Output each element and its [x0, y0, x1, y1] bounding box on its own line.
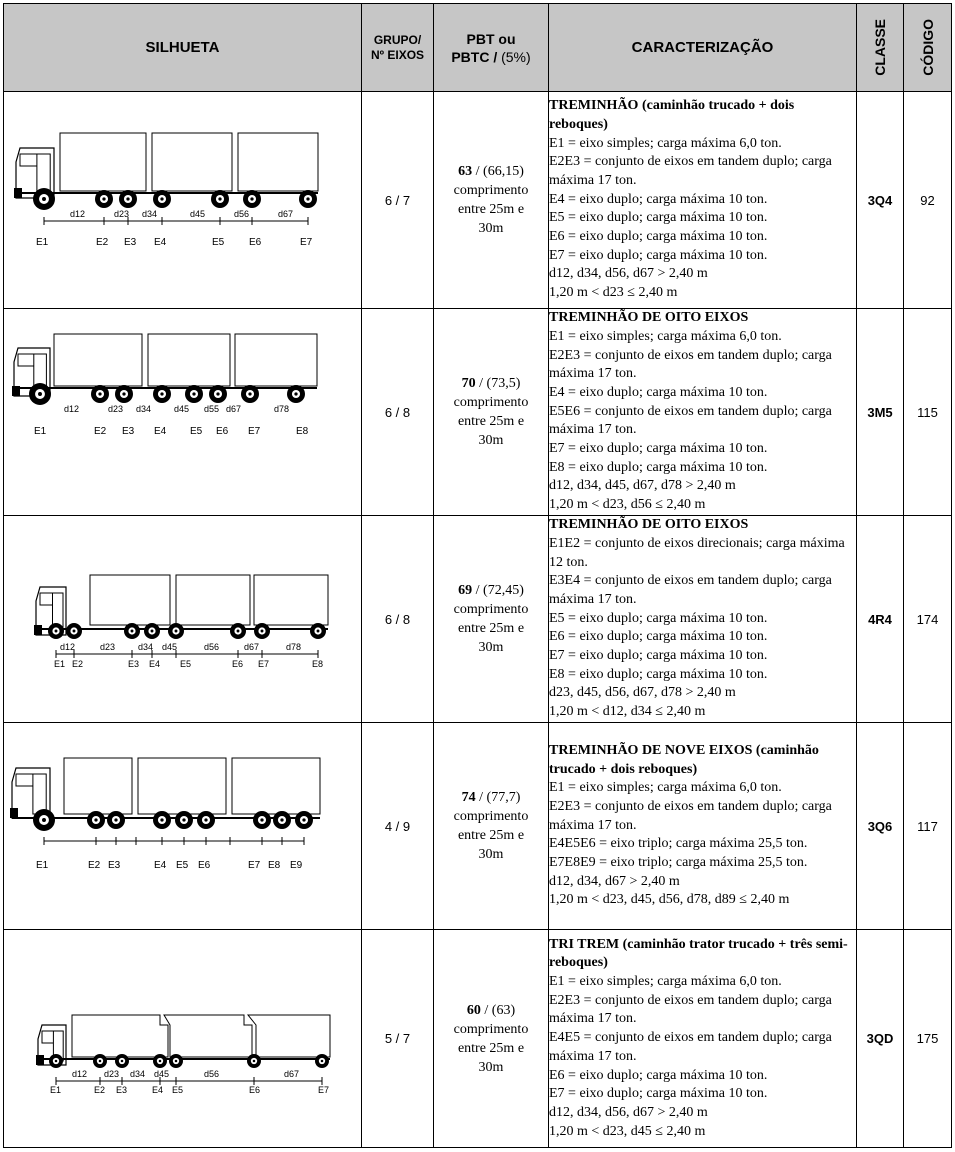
characteristic-line: E2E3 = conjunto de eixos em tandem duplo; carga máxima 17 ton. [549, 347, 832, 382]
axle-label: E1 [50, 1084, 62, 1095]
caracterizacao [549, 930, 857, 1148]
semi-trailer-body [164, 1015, 252, 1057]
axle-label: E5 [180, 658, 192, 669]
wheel-icon [87, 811, 105, 829]
classe-value: 3Q4 [857, 92, 904, 309]
characteristic-line: E1 = eixo simples; carga máxima 6,0 ton. [549, 135, 782, 151]
wheel-icon [153, 1054, 167, 1068]
characteristic-line: E7E8E9 = eixo triplo; carga máxima 25,5 ton. [549, 855, 808, 871]
wheel-icon [253, 811, 271, 829]
characteristic-line: 1,20 m < d12, d34 ≤ 2,40 m [549, 704, 706, 720]
axle-label: E6 [216, 425, 229, 437]
axle-label: E9 [290, 859, 303, 871]
wheel-icon [209, 385, 227, 403]
characteristic-line: d12, d34, d45, d67, d78 > 2,40 m [549, 478, 736, 494]
axle-label: E3 [116, 1084, 128, 1095]
axle-label: E5 [176, 859, 189, 871]
table-row [4, 309, 952, 516]
wheel-icon [287, 385, 305, 403]
wheel-icon [115, 1054, 129, 1068]
characteristic-line: d23, d45, d56, d67, d78 > 2,40 m [549, 685, 736, 701]
characteristic-line: E7 = eixo duplo; carga máxima 10 ton. [549, 441, 768, 457]
axle-label: E1 [36, 236, 49, 248]
characteristic-line: E3E4 = conjunto de eixos em tandem duplo; carga máxima 17 ton. [549, 573, 832, 607]
header-pbt: PBT ou PBTC / (5%) [434, 4, 549, 92]
wheel-icon [295, 811, 313, 829]
grupo-eixos: 6 / 8 [362, 309, 434, 516]
characteristic-line: E7 = eixo duplo; carga máxima 10 ton. [549, 1086, 768, 1102]
characteristic-line: 1,20 m < d23, d45, d56, d78, d89 ≤ 2,40 m [549, 892, 790, 908]
grupo-eixos: 6 / 7 [362, 92, 434, 309]
distance-label: d67 [244, 641, 260, 652]
table-row [4, 723, 952, 930]
axle-label: E5 [172, 1084, 184, 1095]
axle-label: E2 [72, 658, 84, 669]
caracterizacao [549, 92, 857, 309]
axle-label: E6 [249, 236, 262, 248]
distance-label: d12 [72, 1068, 88, 1079]
vehicle-classification-table [3, 3, 952, 1148]
characteristic-line: E2E3 = conjunto de eixos em tandem duplo; carga máxima 17 ton. [549, 992, 832, 1027]
pbt-value: 74 / (77,7) comprimento entre 25m e 30m [434, 723, 549, 930]
classe-value: 3Q6 [857, 723, 904, 930]
wheel-icon [48, 623, 64, 639]
distance-label: d34 [142, 208, 158, 219]
wheel-icon [91, 385, 109, 403]
table-row [4, 516, 952, 723]
characteristic-line: E6 = eixo duplo; carga máxima 10 ton. [549, 629, 768, 645]
characteristic-line: E1 = eixo simples; carga máxima 6,0 ton. [549, 780, 782, 796]
distance-label: d67 [278, 208, 294, 219]
axle-label: E4 [149, 658, 161, 669]
characteristic-line: 1,20 m < d23 ≤ 2,40 m [549, 285, 678, 301]
axle-label: E7 [248, 425, 261, 437]
characteristic-line: d12, d34, d56, d67 > 2,40 m [549, 266, 708, 282]
characteristic-line: E4E5 = conjunto de eixos em tandem duplo; carga máxima 17 ton. [549, 1030, 832, 1064]
axle-label: E7 [248, 859, 261, 871]
distance-label: d23 [114, 208, 130, 219]
axle-label: E3 [108, 859, 121, 871]
axle-label: E7 [300, 236, 313, 248]
wheel-icon [49, 1054, 63, 1068]
axle-label: E3 [128, 658, 140, 669]
axle-label: E6 [232, 658, 244, 669]
wheel-icon [115, 385, 133, 403]
axle-label: E1 [34, 425, 47, 437]
distance-label: d12 [64, 403, 80, 414]
axle-label: E3 [124, 236, 137, 248]
wheel-icon [95, 190, 113, 208]
wheel-icon [299, 190, 317, 208]
trailer-body [90, 575, 170, 625]
grupo-eixos: 4 / 9 [362, 723, 434, 930]
wheel-icon [230, 623, 246, 639]
distance-label: d45 [162, 641, 178, 652]
characteristic-line: E5 = eixo duplo; carga máxima 10 ton. [549, 610, 768, 626]
vehicle-silhouette [4, 930, 362, 1148]
axle-label: E4 [152, 1084, 164, 1095]
characteristic-line: E8 = eixo duplo; carga máxima 10 ton. [549, 666, 768, 682]
distance-label: d56 [204, 1068, 220, 1079]
characteristic-line: E7 = eixo duplo; carga máxima 10 ton. [549, 648, 768, 664]
distance-label: d67 [284, 1068, 300, 1079]
wheel-icon [169, 1054, 183, 1068]
trailer-body [176, 575, 250, 625]
axle-label: E5 [212, 236, 225, 248]
codigo-value: 174 [904, 516, 952, 723]
wheel-icon [254, 623, 270, 639]
axle-label: E2 [94, 1084, 106, 1095]
characteristic-line: E2E3 = conjunto de eixos em tandem duplo; carga máxima 17 ton. [549, 798, 832, 833]
characteristic-line: d12, d34, d67 > 2,40 m [549, 873, 680, 889]
distance-label: d45 [174, 403, 190, 414]
header-classe: CLASSE [857, 4, 904, 92]
axle-label: E3 [122, 425, 135, 437]
axle-label: E7 [258, 658, 270, 669]
grupo-eixos: 5 / 7 [362, 930, 434, 1148]
axle-label: E1 [54, 658, 66, 669]
axle-label: E7 [318, 1084, 330, 1095]
header-caracterizacao: CARACTERIZAÇÃO [549, 4, 857, 92]
distance-label: d12 [70, 208, 86, 219]
trailer-body [60, 133, 146, 191]
caracterizacao [549, 309, 857, 516]
trailer-body [54, 334, 142, 386]
classe-value: 3M5 [857, 309, 904, 516]
trailer-body [138, 758, 226, 814]
trailer-body [152, 133, 232, 191]
distance-label: d23 [100, 641, 116, 652]
characteristic-line: E4E5E6 = eixo triplo; carga máxima 25,5 ton. [549, 836, 808, 852]
vehicle-type-title: TREMINHÃO DE OITO EIXOS [549, 310, 749, 326]
distance-label: d23 [104, 1068, 120, 1079]
characteristic-line: E6 = eixo duplo; carga máxima 10 ton. [549, 1067, 768, 1083]
wheel-icon [124, 623, 140, 639]
codigo-value: 115 [904, 309, 952, 516]
wheel-icon [153, 385, 171, 403]
axle-label: E6 [249, 1084, 261, 1095]
distance-label: d56 [234, 208, 250, 219]
characteristic-line: E7 = eixo duplo; carga máxima 10 ton. [549, 247, 768, 263]
grupo-eixos: 6 / 8 [362, 516, 434, 723]
semi-trailer-body [72, 1015, 168, 1057]
distance-label: d78 [286, 641, 302, 652]
wheel-icon [211, 190, 229, 208]
axle-label: E4 [154, 859, 167, 871]
characteristic-line: 1,20 m < d23, d56 ≤ 2,40 m [549, 497, 706, 513]
axle-label: E4 [154, 236, 167, 248]
characteristic-line: E1E2 = conjunto de eixos direcionais; carga máxima 12 ton. [549, 535, 845, 570]
wheel-icon [175, 811, 193, 829]
trailer-body [235, 334, 317, 386]
axle-label: E5 [190, 425, 203, 437]
header-silhueta: SILHUETA [4, 4, 362, 92]
wheel-icon [107, 811, 125, 829]
vehicle-type-title: TREMINHÃO DE OITO EIXOS [549, 517, 749, 533]
characteristic-line: E6 = eixo duplo; carga máxima 10 ton. [549, 229, 768, 245]
distance-label: d23 [108, 403, 124, 414]
characteristic-line: E4 = eixo duplo; carga máxima 10 ton. [549, 191, 768, 207]
wheel-icon [243, 190, 261, 208]
axle-label: E1 [36, 859, 49, 871]
characteristic-line: E5 = eixo duplo; carga máxima 10 ton. [549, 210, 768, 226]
pbt-value: 69 / (72,45) comprimento entre 25m e 30m [434, 516, 549, 723]
characteristic-line: 1,20 m < d23, d45 ≤ 2,40 m [549, 1123, 706, 1139]
characteristic-line: E5E6 = conjunto de eixos em tandem duplo; carga máxima 17 ton. [549, 403, 832, 438]
vehicle-type-title: TRI TREM (caminhão trator trucado + três semi-reboques) [549, 936, 848, 971]
vehicle-silhouette [4, 516, 362, 723]
wheel-icon [66, 623, 82, 639]
trailer-body [64, 758, 132, 814]
wheel-icon [144, 623, 160, 639]
wheel-icon [247, 1054, 261, 1068]
wheel-icon [168, 623, 184, 639]
axle-label: E2 [94, 425, 107, 437]
axle-label: E8 [268, 859, 281, 871]
axle-label: E8 [296, 425, 309, 437]
vehicle-type-title: TREMINHÃO (caminhão trucado + dois reboques) [549, 98, 795, 132]
table-row [4, 930, 952, 1148]
distance-label: d67 [226, 403, 242, 414]
classe-value: 4R4 [857, 516, 904, 723]
characteristic-line: E2E3 = conjunto de eixos em tandem duplo; carga máxima 17 ton. [549, 154, 832, 188]
pbt-value: 60 / (63) comprimento entre 25m e 30m [434, 930, 549, 1148]
wheel-icon [241, 385, 259, 403]
wheel-icon [33, 188, 55, 210]
classe-value: 3QD [857, 930, 904, 1148]
distance-label: d12 [60, 641, 76, 652]
pbt-value: 63 / (66,15) comprimento entre 25m e 30m [434, 92, 549, 309]
header-grupo: GRUPO/ Nº EIXOS [362, 4, 434, 92]
axle-label: E4 [154, 425, 167, 437]
header-codigo: CÓDIGO [904, 4, 952, 92]
wheel-icon [93, 1054, 107, 1068]
trailer-body [254, 575, 328, 625]
distance-label: d56 [204, 641, 220, 652]
distance-label: d34 [138, 641, 154, 652]
wheel-icon [153, 190, 171, 208]
codigo-value: 117 [904, 723, 952, 930]
characteristic-line: d12, d34, d56, d67 > 2,40 m [549, 1104, 708, 1120]
caracterizacao [549, 516, 857, 723]
wheel-icon [185, 385, 203, 403]
vehicle-silhouette [4, 92, 362, 309]
trailer-body [148, 334, 230, 386]
characteristic-line: E1 = eixo simples; carga máxima 6,0 ton. [549, 974, 782, 990]
wheel-icon [33, 809, 55, 831]
axle-label: E2 [88, 859, 101, 871]
axle-label: E2 [96, 236, 109, 248]
distance-label: d45 [190, 208, 206, 219]
distance-label: d55 [204, 403, 220, 414]
codigo-value: 175 [904, 930, 952, 1148]
characteristic-line: E8 = eixo duplo; carga máxima 10 ton. [549, 459, 768, 475]
vehicle-silhouette [4, 309, 362, 516]
characteristic-line: E4 = eixo duplo; carga máxima 10 ton. [549, 384, 768, 400]
trailer-body [232, 758, 320, 814]
wheel-icon [29, 383, 51, 405]
pbt-value: 70 / (73,5) comprimento entre 25m e 30m [434, 309, 549, 516]
codigo-value: 92 [904, 92, 952, 309]
semi-trailer-body [248, 1015, 330, 1057]
vehicle-type-title: TREMINHÃO DE NOVE EIXOS (caminhão trucado + dois reboques) [549, 742, 819, 777]
wheel-icon [315, 1054, 329, 1068]
wheel-icon [310, 623, 326, 639]
characteristic-line: E1 = eixo simples; carga máxima 6,0 ton. [549, 328, 782, 344]
wheel-icon [119, 190, 137, 208]
vehicle-silhouette [4, 723, 362, 930]
wheel-icon [273, 811, 291, 829]
table-row [4, 92, 952, 309]
axle-label: E8 [312, 658, 324, 669]
distance-label: d78 [274, 403, 290, 414]
wheel-icon [153, 811, 171, 829]
distance-label: d34 [130, 1068, 146, 1079]
distance-label: d34 [136, 403, 152, 414]
trailer-body [238, 133, 318, 191]
distance-label: d45 [154, 1068, 170, 1079]
wheel-icon [197, 811, 215, 829]
axle-label: E6 [198, 859, 211, 871]
caracterizacao [549, 723, 857, 930]
